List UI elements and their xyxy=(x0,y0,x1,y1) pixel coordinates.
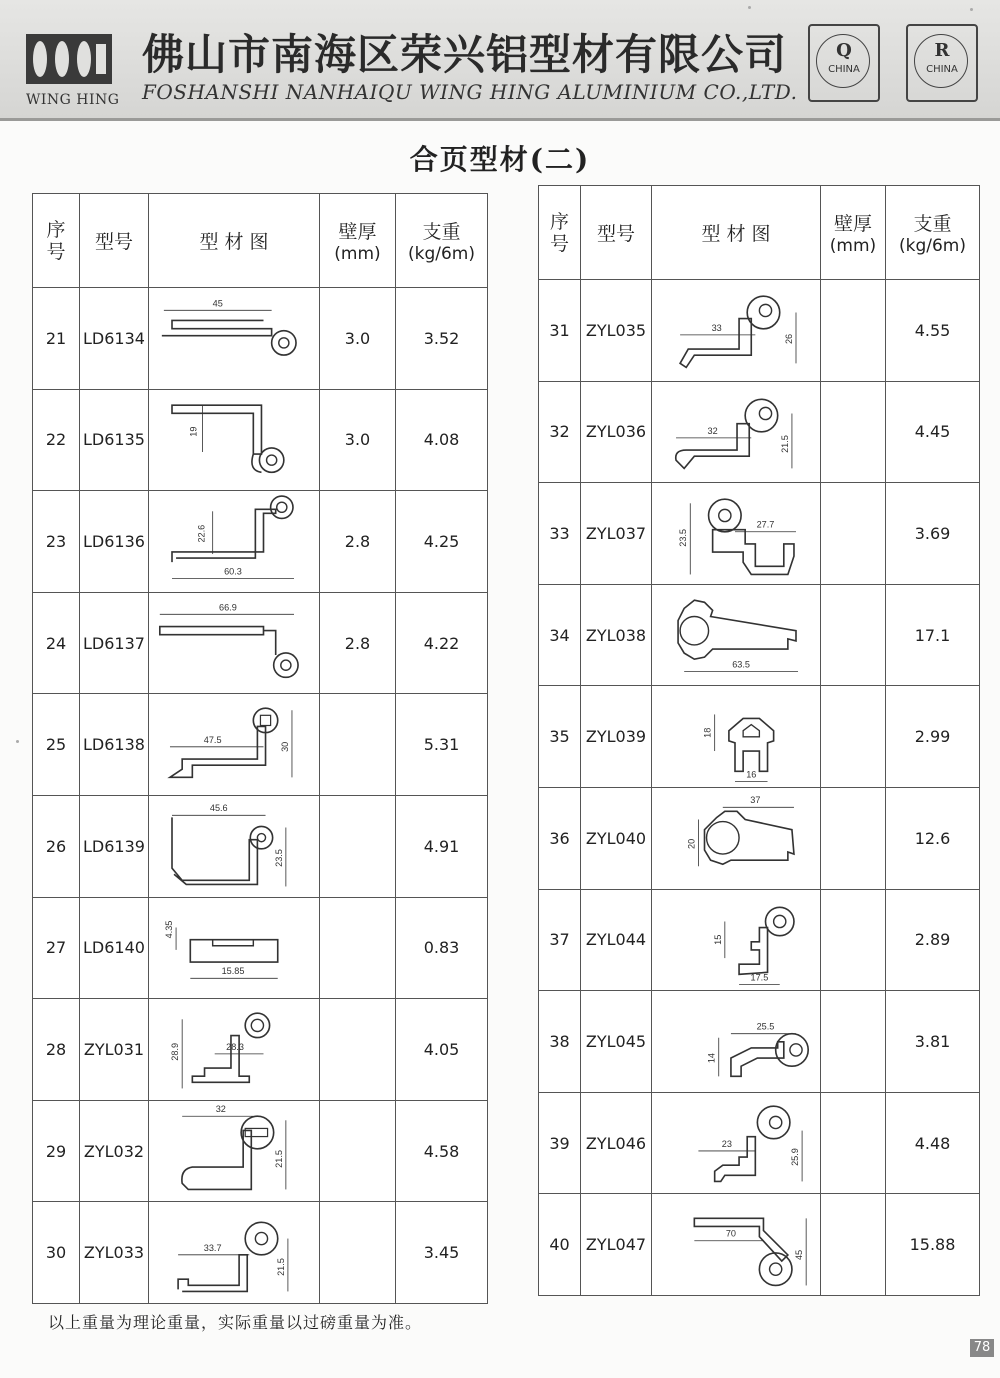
registered-cert-badge: R CHINA xyxy=(906,24,978,102)
row-number: 26 xyxy=(33,795,80,897)
table-row xyxy=(539,381,980,483)
profile-drawing xyxy=(149,592,320,694)
unit-weight: 4.25 xyxy=(396,491,488,593)
profile-drawing xyxy=(149,999,320,1101)
dimension-label: 21.5 xyxy=(273,1150,284,1169)
dimension-label: 23 xyxy=(721,1139,732,1150)
col-drawing: 型 材 图 xyxy=(149,194,320,288)
dimension-label: 27.7 xyxy=(756,519,775,530)
page-title: 合页型材(二) xyxy=(409,143,591,176)
col-model: 型号 xyxy=(80,194,149,288)
row-number: 36 xyxy=(539,787,581,889)
col-weight: 支重 (kg/6m) xyxy=(396,194,488,288)
model-code: LD6135 xyxy=(80,389,149,491)
dimension-label: 15.85 xyxy=(221,966,245,977)
profile-table-right xyxy=(538,185,980,1296)
dimension-label: 45.6 xyxy=(209,803,228,814)
model-code: ZYL045 xyxy=(581,991,652,1093)
profile-drawing xyxy=(149,389,320,491)
row-number: 30 xyxy=(33,1202,80,1304)
dimension-label: 33.7 xyxy=(203,1242,222,1253)
model-code: ZYL047 xyxy=(581,1194,652,1296)
dimension-label: 16 xyxy=(746,769,757,780)
table-header-row xyxy=(33,194,488,288)
table-row xyxy=(539,1194,980,1296)
row-number: 39 xyxy=(539,1092,581,1194)
wall-thickness xyxy=(821,483,886,585)
table-row xyxy=(33,795,488,897)
wall-thickness xyxy=(320,694,396,796)
profile-drawing xyxy=(149,795,320,897)
wall-thickness xyxy=(320,1100,396,1202)
table-row xyxy=(33,592,488,694)
logo-mark-icon xyxy=(26,30,118,88)
table-row xyxy=(33,389,488,491)
unit-weight: 0.83 xyxy=(396,897,488,999)
model-code: LD6140 xyxy=(80,897,149,999)
row-number: 25 xyxy=(33,694,80,796)
dimension-label: 18 xyxy=(702,727,713,738)
table-row xyxy=(539,686,980,788)
model-code: ZYL032 xyxy=(80,1100,149,1202)
table-row xyxy=(539,1092,980,1194)
model-code: ZYL033 xyxy=(80,1202,149,1304)
dimension-label: 45 xyxy=(212,297,223,308)
weight-footnote: 以上重量为理论重量，实际重量以过磅重量为准。 xyxy=(48,1313,423,1332)
wall-thickness: 2.8 xyxy=(320,491,396,593)
wall-thickness xyxy=(821,1194,886,1296)
profile-drawing xyxy=(149,897,320,999)
unit-weight: 3.52 xyxy=(396,288,488,390)
row-number: 40 xyxy=(539,1194,581,1296)
profile-drawing xyxy=(149,288,320,390)
table-row xyxy=(539,889,980,991)
col-model: 型号 xyxy=(581,186,652,280)
profile-drawing xyxy=(652,381,821,483)
row-number: 34 xyxy=(539,584,581,686)
logo-text: WING HING xyxy=(26,92,120,108)
table-row xyxy=(539,584,980,686)
unit-weight: 2.89 xyxy=(886,889,980,991)
row-number: 31 xyxy=(539,280,581,382)
dimension-label: 32 xyxy=(215,1104,226,1115)
profile-drawing xyxy=(652,483,821,585)
model-code: LD6139 xyxy=(80,795,149,897)
dimension-label: 17.5 xyxy=(750,972,769,983)
model-code: ZYL039 xyxy=(581,686,652,788)
row-number: 29 xyxy=(33,1100,80,1202)
unit-weight: 3.69 xyxy=(886,483,980,585)
model-code: ZYL046 xyxy=(581,1092,652,1194)
profile-drawing xyxy=(149,1100,320,1202)
profile-table-left xyxy=(32,193,488,1304)
unit-weight: 4.58 xyxy=(396,1100,488,1202)
model-code: LD6136 xyxy=(80,491,149,593)
model-code: ZYL036 xyxy=(581,381,652,483)
dimension-label: 45 xyxy=(794,1249,805,1260)
dimension-label: 32 xyxy=(707,425,718,436)
table-header-row xyxy=(539,186,980,280)
profile-drawing xyxy=(652,686,821,788)
unit-weight: 12.6 xyxy=(886,787,980,889)
page-number: 78 xyxy=(970,1339,994,1357)
dimension-label: 66.9 xyxy=(219,602,237,613)
company-name-en: FOSHANSHI NANHAIQU WING HING ALUMINIUM CO.,LTD. xyxy=(142,80,798,104)
unit-weight: 17.1 xyxy=(886,584,980,686)
unit-weight: 3.45 xyxy=(396,1202,488,1304)
dimension-label: 47.5 xyxy=(203,734,222,745)
wall-thickness xyxy=(821,991,886,1093)
col-thickness: 壁厚 (mm) xyxy=(320,194,396,288)
model-code: LD6134 xyxy=(80,288,149,390)
model-code: LD6137 xyxy=(80,592,149,694)
dimension-label: 63.5 xyxy=(732,659,750,670)
row-number: 22 xyxy=(33,389,80,491)
col-weight: 支重 (kg/6m) xyxy=(886,186,980,280)
model-code: ZYL035 xyxy=(581,280,652,382)
wall-thickness: 3.0 xyxy=(320,288,396,390)
model-code: LD6138 xyxy=(80,694,149,796)
row-number: 23 xyxy=(33,491,80,593)
unit-weight: 4.45 xyxy=(886,381,980,483)
company-name-cn: 佛山市南海区荣兴铝型材有限公司 xyxy=(142,30,788,79)
table-row xyxy=(33,288,488,390)
unit-weight: 4.22 xyxy=(396,592,488,694)
profile-drawing xyxy=(149,491,320,593)
profile-drawing xyxy=(652,1194,821,1296)
table-row xyxy=(33,1100,488,1202)
unit-weight: 2.99 xyxy=(886,686,980,788)
wall-thickness xyxy=(821,381,886,483)
profile-drawing xyxy=(149,1202,320,1304)
col-seq: 序 号 xyxy=(33,194,80,288)
wall-thickness xyxy=(821,889,886,991)
unit-weight: 3.81 xyxy=(886,991,980,1093)
dimension-label: 23.5 xyxy=(678,528,689,547)
dimension-label: 25.5 xyxy=(756,1021,775,1032)
profile-drawing xyxy=(149,694,320,796)
model-code: ZYL031 xyxy=(80,999,149,1101)
quality-cert-badge: Q CHINA xyxy=(808,24,880,102)
table-row xyxy=(33,897,488,999)
row-number: 38 xyxy=(539,991,581,1093)
model-code: ZYL038 xyxy=(581,584,652,686)
model-code: ZYL040 xyxy=(581,787,652,889)
table-row xyxy=(539,280,980,382)
unit-weight: 4.48 xyxy=(886,1092,980,1194)
profile-drawing xyxy=(652,1092,821,1194)
col-drawing: 型 材 图 xyxy=(652,186,821,280)
dimension-label: 60.3 xyxy=(224,566,242,577)
row-number: 33 xyxy=(539,483,581,585)
dimension-label: 26 xyxy=(783,333,794,344)
wall-thickness xyxy=(821,584,886,686)
table-row xyxy=(539,787,980,889)
unit-weight: 5.31 xyxy=(396,694,488,796)
unit-weight: 4.08 xyxy=(396,389,488,491)
row-number: 37 xyxy=(539,889,581,991)
table-row xyxy=(539,991,980,1093)
wall-thickness xyxy=(821,686,886,788)
row-number: 27 xyxy=(33,897,80,999)
page-header xyxy=(0,0,1000,121)
model-code: ZYL044 xyxy=(581,889,652,991)
dimension-label: 28.9 xyxy=(170,1042,181,1061)
wall-thickness xyxy=(821,1092,886,1194)
profile-drawing xyxy=(652,889,821,991)
dimension-label: 19 xyxy=(188,426,199,437)
dimension-label: 21.5 xyxy=(275,1257,286,1276)
row-number: 21 xyxy=(33,288,80,390)
dimension-label: 33 xyxy=(711,322,722,333)
dimension-label: 25.9 xyxy=(790,1148,801,1167)
wall-thickness: 3.0 xyxy=(320,389,396,491)
dimension-label: 30 xyxy=(279,741,290,752)
table-row xyxy=(33,1202,488,1304)
wall-thickness xyxy=(320,999,396,1101)
col-thickness: 壁厚 (mm) xyxy=(821,186,886,280)
row-number: 32 xyxy=(539,381,581,483)
profile-drawing xyxy=(652,280,821,382)
unit-weight: 4.91 xyxy=(396,795,488,897)
col-seq: 序 号 xyxy=(539,186,581,280)
dimension-label: 22.6 xyxy=(196,524,207,543)
dimension-label: 28.3 xyxy=(226,1041,244,1052)
wall-thickness xyxy=(821,280,886,382)
row-number: 28 xyxy=(33,999,80,1101)
dimension-label: 15 xyxy=(712,934,723,945)
model-code: ZYL037 xyxy=(581,483,652,585)
dimension-label: 14 xyxy=(706,1052,717,1063)
wall-thickness xyxy=(320,897,396,999)
unit-weight: 15.88 xyxy=(886,1194,980,1296)
profile-drawing xyxy=(652,584,821,686)
company-logo xyxy=(26,30,120,108)
row-number: 24 xyxy=(33,592,80,694)
row-number: 35 xyxy=(539,686,581,788)
dimension-label: 37 xyxy=(750,795,761,806)
unit-weight: 4.55 xyxy=(886,280,980,382)
wall-thickness xyxy=(320,795,396,897)
table-row xyxy=(33,491,488,593)
profile-drawing xyxy=(652,787,821,889)
dimension-label: 23.5 xyxy=(273,849,284,868)
dimension-label: 4.35 xyxy=(164,920,175,939)
wall-thickness xyxy=(821,787,886,889)
table-row xyxy=(539,483,980,585)
table-row xyxy=(33,694,488,796)
dimension-label: 70 xyxy=(725,1228,737,1239)
unit-weight: 4.05 xyxy=(396,999,488,1101)
wall-thickness: 2.8 xyxy=(320,592,396,694)
profile-drawing xyxy=(652,991,821,1093)
wall-thickness xyxy=(320,1202,396,1304)
dimension-label: 20 xyxy=(686,839,697,850)
table-row xyxy=(33,999,488,1101)
dimension-label: 21.5 xyxy=(779,435,790,453)
